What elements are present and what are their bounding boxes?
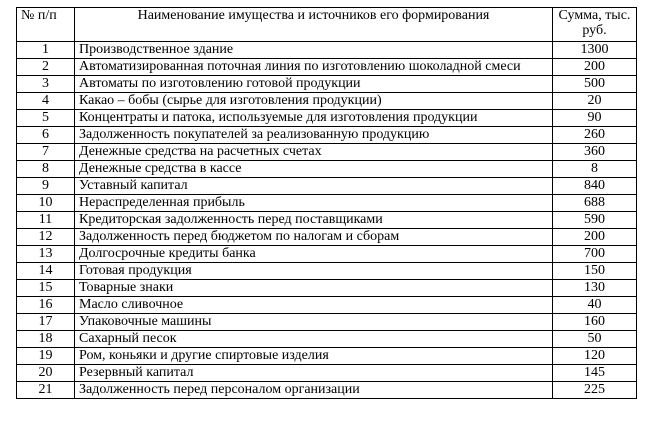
row-number-cell: 21 [17, 382, 75, 399]
table-row [17, 144, 637, 161]
row-number-cell: 12 [17, 229, 75, 246]
header-row [17, 8, 637, 42]
row-name-cell: Денежные средства на расчетных счетах [75, 144, 553, 161]
row-sum-cell: 700 [553, 246, 637, 263]
row-sum-cell: 200 [553, 229, 637, 246]
row-name-cell: Долгосрочные кредиты банка [75, 246, 553, 263]
row-sum-cell: 20 [553, 93, 637, 110]
row-sum-cell: 160 [553, 314, 637, 331]
row-sum-cell: 500 [553, 76, 637, 93]
table-row [17, 195, 637, 212]
table-row [17, 127, 637, 144]
row-name-cell: Какао – бобы (сырье для изготовления продукции) [75, 93, 553, 110]
table-row [17, 297, 637, 314]
row-name-cell: Уставный капитал [75, 178, 553, 195]
table-row [17, 382, 637, 399]
table-row [17, 246, 637, 263]
row-sum-cell: 90 [553, 110, 637, 127]
row-sum-cell: 145 [553, 365, 637, 382]
table-row [17, 76, 637, 93]
row-name-cell: Сахарный песок [75, 331, 553, 348]
table-row [17, 42, 637, 59]
table-row [17, 263, 637, 280]
row-number-cell: 11 [17, 212, 75, 229]
row-sum-cell: 40 [553, 297, 637, 314]
table-row [17, 161, 637, 178]
row-sum-cell: 360 [553, 144, 637, 161]
row-name-cell: Задолженность перед персоналом организации [75, 382, 553, 399]
row-name-cell: Ром, коньяки и другие спиртовые изделия [75, 348, 553, 365]
row-name-cell: Автоматизированная поточная линия по изготовлению шоколадной смеси [75, 59, 553, 76]
table-row [17, 331, 637, 348]
table-row [17, 280, 637, 297]
table-row [17, 59, 637, 76]
table-row [17, 365, 637, 382]
row-number-cell: 15 [17, 280, 75, 297]
row-number-cell: 20 [17, 365, 75, 382]
row-sum-cell: 8 [553, 161, 637, 178]
table-row [17, 178, 637, 195]
row-name-cell: Денежные средства в кассе [75, 161, 553, 178]
row-name-cell: Автоматы по изготовлению готовой продукции [75, 76, 553, 93]
table-body [17, 42, 637, 399]
row-sum-cell: 130 [553, 280, 637, 297]
row-sum-cell: 200 [553, 59, 637, 76]
row-name-cell: Производственное здание [75, 42, 553, 59]
table-row [17, 93, 637, 110]
table-row [17, 314, 637, 331]
row-sum-cell: 50 [553, 331, 637, 348]
header-name: Наименование имущества и источников его формирования [75, 8, 553, 42]
row-number-cell: 3 [17, 76, 75, 93]
row-sum-cell: 120 [553, 348, 637, 365]
row-name-cell: Задолженность перед бюджетом по налогам и сборам [75, 229, 553, 246]
row-number-cell: 2 [17, 59, 75, 76]
assets-table [16, 7, 637, 399]
row-number-cell: 18 [17, 331, 75, 348]
header-number: № п/п [17, 8, 75, 42]
row-number-cell: 7 [17, 144, 75, 161]
row-sum-cell: 688 [553, 195, 637, 212]
row-number-cell: 16 [17, 297, 75, 314]
row-number-cell: 10 [17, 195, 75, 212]
row-name-cell: Нераспределенная прибыль [75, 195, 553, 212]
row-name-cell: Резервный капитал [75, 365, 553, 382]
row-sum-cell: 260 [553, 127, 637, 144]
row-sum-cell: 840 [553, 178, 637, 195]
row-number-cell: 6 [17, 127, 75, 144]
row-sum-cell: 1300 [553, 42, 637, 59]
header-sum: Сумма, тыс. руб. [553, 8, 637, 42]
row-number-cell: 8 [17, 161, 75, 178]
assets-table-container [16, 7, 637, 399]
table-row [17, 212, 637, 229]
row-number-cell: 17 [17, 314, 75, 331]
row-number-cell: 13 [17, 246, 75, 263]
row-name-cell: Задолженность покупателей за реализованную продукцию [75, 127, 553, 144]
table-header [17, 8, 637, 42]
row-sum-cell: 150 [553, 263, 637, 280]
row-sum-cell: 590 [553, 212, 637, 229]
row-number-cell: 9 [17, 178, 75, 195]
row-name-cell: Товарные знаки [75, 280, 553, 297]
table-row [17, 348, 637, 365]
row-number-cell: 4 [17, 93, 75, 110]
row-name-cell: Кредиторская задолженность перед поставщиками [75, 212, 553, 229]
table-row [17, 229, 637, 246]
row-number-cell: 19 [17, 348, 75, 365]
row-name-cell: Масло сливочное [75, 297, 553, 314]
row-number-cell: 1 [17, 42, 75, 59]
row-name-cell: Готовая продукция [75, 263, 553, 280]
row-sum-cell: 225 [553, 382, 637, 399]
row-number-cell: 5 [17, 110, 75, 127]
table-row [17, 110, 637, 127]
row-number-cell: 14 [17, 263, 75, 280]
row-name-cell: Концентраты и патока, используемые для изготовления продукции [75, 110, 553, 127]
row-name-cell: Упаковочные машины [75, 314, 553, 331]
